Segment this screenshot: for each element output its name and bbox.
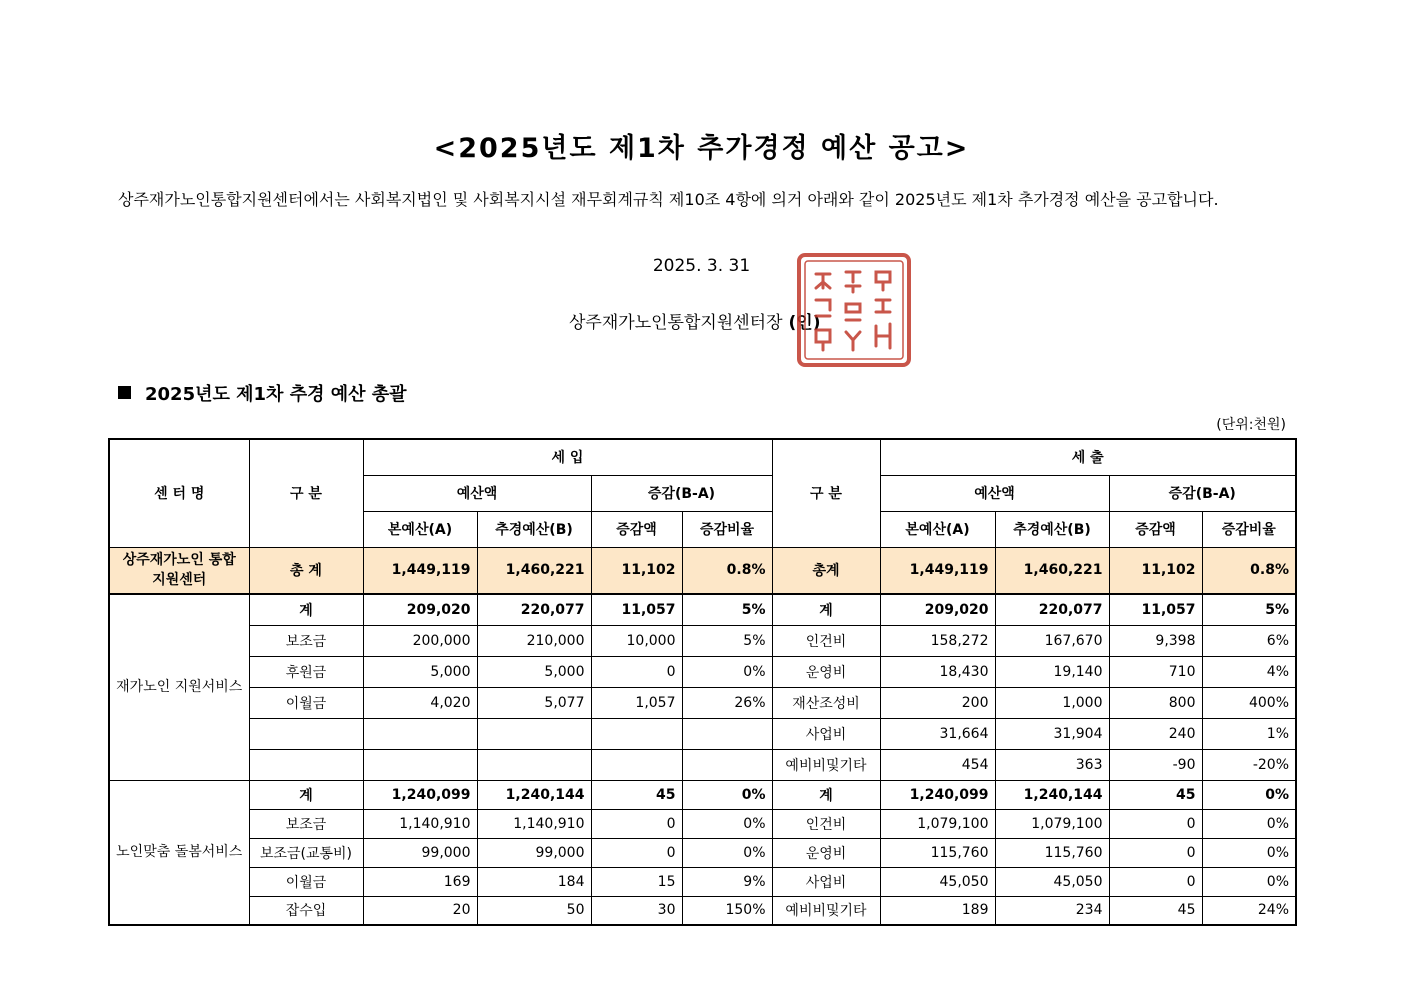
header-expense-change-amount: 증감액: [1109, 511, 1202, 547]
total-income-label: 총 계: [249, 547, 363, 594]
header-expense: 세 출: [880, 439, 1296, 475]
budget-summary-table: [108, 438, 1297, 926]
expense-change-rate: 0%: [1202, 809, 1296, 838]
income-change-amount: 0: [591, 838, 682, 867]
income-main-budget: 1,140,910: [363, 809, 477, 838]
expense-category: 계: [772, 594, 880, 625]
income-change-rate: [682, 718, 772, 749]
income-category: 이월금: [249, 687, 363, 718]
expense-category: 사업비: [772, 718, 880, 749]
income-category: 계: [249, 594, 363, 625]
table-row: [109, 625, 1296, 656]
income-main-budget: 169: [363, 867, 477, 896]
expense-supp-budget: 363: [995, 749, 1109, 780]
income-main-budget: 5,000: [363, 656, 477, 687]
header-income-change-amount: 증감액: [591, 511, 682, 547]
income-supp-budget: [477, 749, 591, 780]
income-supp-budget: 184: [477, 867, 591, 896]
table-body: [109, 439, 1296, 925]
table-row: [109, 896, 1296, 925]
section-title: 2025년도 제1차 추경 예산 총괄: [145, 384, 407, 405]
total-expense-rate: 0.8%: [1202, 547, 1296, 594]
expense-category: 인건비: [772, 809, 880, 838]
expense-change-amount: 0: [1109, 867, 1202, 896]
header-expense-category: 구 분: [772, 439, 880, 547]
income-main-budget: 209,020: [363, 594, 477, 625]
total-income-main: 1,449,119: [363, 547, 477, 594]
expense-change-rate: 0%: [1202, 867, 1296, 896]
header-income-change-rate: 증감비율: [682, 511, 772, 547]
expense-main-budget: 115,760: [880, 838, 995, 867]
signer-name: 상주재가노인통합지원센터장: [569, 313, 783, 333]
expense-main-budget: 454: [880, 749, 995, 780]
income-main-budget: 20: [363, 896, 477, 925]
income-main-budget: 1,240,099: [363, 780, 477, 809]
expense-change-rate: 6%: [1202, 625, 1296, 656]
income-supp-budget: 5,000: [477, 656, 591, 687]
expense-change-amount: 0: [1109, 809, 1202, 838]
expense-category: 예비비및기타: [772, 896, 880, 925]
square-bullet-icon: [118, 386, 131, 399]
income-category: 계: [249, 780, 363, 809]
table-row: [109, 656, 1296, 687]
income-supp-budget: 50: [477, 896, 591, 925]
income-change-rate: 26%: [682, 687, 772, 718]
expense-change-rate: -20%: [1202, 749, 1296, 780]
expense-category: 계: [772, 780, 880, 809]
expense-main-budget: 1,079,100: [880, 809, 995, 838]
income-supp-budget: 5,077: [477, 687, 591, 718]
header-center-name: 센 터 명: [109, 439, 249, 547]
header-income-main-budget: 본예산(A): [363, 511, 477, 547]
total-row: [109, 547, 1296, 594]
expense-supp-budget: 115,760: [995, 838, 1109, 867]
income-main-budget: 200,000: [363, 625, 477, 656]
expense-supp-budget: 1,000: [995, 687, 1109, 718]
total-income-rate: 0.8%: [682, 547, 772, 594]
income-category: [249, 749, 363, 780]
income-change-amount: 15: [591, 867, 682, 896]
expense-category: 인건비: [772, 625, 880, 656]
total-expense-label: 총계: [772, 547, 880, 594]
income-change-rate: 9%: [682, 867, 772, 896]
expense-change-amount: 0: [1109, 838, 1202, 867]
income-change-amount: 0: [591, 656, 682, 687]
expense-change-amount: 800: [1109, 687, 1202, 718]
income-supp-budget: 1,140,910: [477, 809, 591, 838]
table-row: [109, 780, 1296, 809]
income-main-budget: 99,000: [363, 838, 477, 867]
header-income: 세 입: [363, 439, 772, 475]
income-main-budget: 4,020: [363, 687, 477, 718]
income-category: 보조금(교통비): [249, 838, 363, 867]
seal-mark-text: (인): [788, 313, 821, 333]
header-income-category: 구 분: [249, 439, 363, 547]
expense-change-amount: 45: [1109, 780, 1202, 809]
expense-change-amount: 9,398: [1109, 625, 1202, 656]
income-main-budget: [363, 718, 477, 749]
income-change-amount: 0: [591, 809, 682, 838]
table-row: [109, 809, 1296, 838]
total-expense-main: 1,449,119: [880, 547, 995, 594]
income-main-budget: [363, 749, 477, 780]
expense-change-amount: 45: [1109, 896, 1202, 925]
signer: [569, 308, 820, 333]
announcement-date: 2025. 3. 31: [652, 256, 751, 276]
income-change-amount: 1,057: [591, 687, 682, 718]
table-row: [109, 838, 1296, 867]
income-category: 보조금: [249, 809, 363, 838]
income-category: [249, 718, 363, 749]
header-income-change: 증감(B-A): [591, 475, 772, 511]
expense-main-budget: 189: [880, 896, 995, 925]
income-change-rate: 0%: [682, 780, 772, 809]
expense-change-rate: 400%: [1202, 687, 1296, 718]
total-income-supp: 1,460,221: [477, 547, 591, 594]
expense-main-budget: 158,272: [880, 625, 995, 656]
expense-category: 사업비: [772, 867, 880, 896]
income-change-amount: 30: [591, 896, 682, 925]
table-row: [109, 718, 1296, 749]
expense-change-amount: 11,057: [1109, 594, 1202, 625]
expense-supp-budget: 1,079,100: [995, 809, 1109, 838]
table-row: [109, 594, 1296, 625]
header-expense-main-budget: 본예산(A): [880, 511, 995, 547]
income-change-amount: [591, 749, 682, 780]
income-change-amount: 10,000: [591, 625, 682, 656]
expense-change-amount: 710: [1109, 656, 1202, 687]
expense-supp-budget: 19,140: [995, 656, 1109, 687]
income-change-amount: 11,057: [591, 594, 682, 625]
header-expense-change-rate: 증감비율: [1202, 511, 1296, 547]
income-category: 이월금: [249, 867, 363, 896]
expense-supp-budget: 1,240,144: [995, 780, 1109, 809]
income-change-amount: [591, 718, 682, 749]
expense-change-amount: -90: [1109, 749, 1202, 780]
expense-supp-budget: 167,670: [995, 625, 1109, 656]
expense-change-rate: 5%: [1202, 594, 1296, 625]
header-expense-change: 증감(B-A): [1109, 475, 1296, 511]
header-expense-supp-budget: 추경예산(B): [995, 511, 1109, 547]
income-supp-budget: [477, 718, 591, 749]
expense-main-budget: 209,020: [880, 594, 995, 625]
header-expense-budget: 예산액: [880, 475, 1109, 511]
expense-change-rate: 0%: [1202, 838, 1296, 867]
table-row: [109, 749, 1296, 780]
expense-change-rate: 24%: [1202, 896, 1296, 925]
group-center-name: 재가노인 지원서비스: [109, 594, 249, 780]
income-change-rate: 5%: [682, 594, 772, 625]
intro-text: 상주재가노인통합지원센터에서는 사회복지법인 및 사회복지시설 재무회계규칙 제10조 4항에 의거 아래와 같이 2025년도 제1차 추가경정 예산을 공고합니다.: [118, 190, 1219, 209]
total-income-change: 11,102: [591, 547, 682, 594]
expense-change-rate: 0%: [1202, 780, 1296, 809]
expense-change-rate: 1%: [1202, 718, 1296, 749]
expense-category: 운영비: [772, 656, 880, 687]
total-expense-change: 11,102: [1109, 547, 1202, 594]
expense-main-budget: 31,664: [880, 718, 995, 749]
expense-supp-budget: 234: [995, 896, 1109, 925]
income-change-rate: 0%: [682, 838, 772, 867]
header-income-supp-budget: 추경예산(B): [477, 511, 591, 547]
page-title: <2025년도 제1차 추가경정 예산 공고>: [433, 133, 970, 164]
expense-supp-budget: 220,077: [995, 594, 1109, 625]
expense-change-amount: 240: [1109, 718, 1202, 749]
table-row: [109, 687, 1296, 718]
income-supp-budget: 210,000: [477, 625, 591, 656]
expense-main-budget: 18,430: [880, 656, 995, 687]
section-heading: [118, 380, 407, 406]
expense-main-budget: 1,240,099: [880, 780, 995, 809]
income-category: 후원금: [249, 656, 363, 687]
income-change-rate: 5%: [682, 625, 772, 656]
total-expense-supp: 1,460,221: [995, 547, 1109, 594]
income-change-rate: 0%: [682, 656, 772, 687]
expense-category: 재산조성비: [772, 687, 880, 718]
income-category: 보조금: [249, 625, 363, 656]
income-supp-budget: 220,077: [477, 594, 591, 625]
header-row-1: [109, 439, 1296, 475]
income-category: 잡수입: [249, 896, 363, 925]
table-row: [109, 867, 1296, 896]
income-change-rate: 0%: [682, 809, 772, 838]
header-income-budget: 예산액: [363, 475, 591, 511]
group-center-name: 노인맞춤 돌봄서비스: [109, 780, 249, 925]
expense-category: 예비비및기타: [772, 749, 880, 780]
expense-supp-budget: 31,904: [995, 718, 1109, 749]
expense-main-budget: 45,050: [880, 867, 995, 896]
expense-category: 운영비: [772, 838, 880, 867]
total-center-name: 상주재가노인 통합지원센터: [109, 547, 249, 594]
income-change-rate: 150%: [682, 896, 772, 925]
income-change-rate: [682, 749, 772, 780]
expense-main-budget: 200: [880, 687, 995, 718]
income-change-amount: 45: [591, 780, 682, 809]
expense-change-rate: 4%: [1202, 656, 1296, 687]
unit-label: (단위:천원): [1216, 417, 1286, 433]
expense-supp-budget: 45,050: [995, 867, 1109, 896]
income-supp-budget: 1,240,144: [477, 780, 591, 809]
income-supp-budget: 99,000: [477, 838, 591, 867]
official-seal-stamp: [796, 252, 912, 368]
